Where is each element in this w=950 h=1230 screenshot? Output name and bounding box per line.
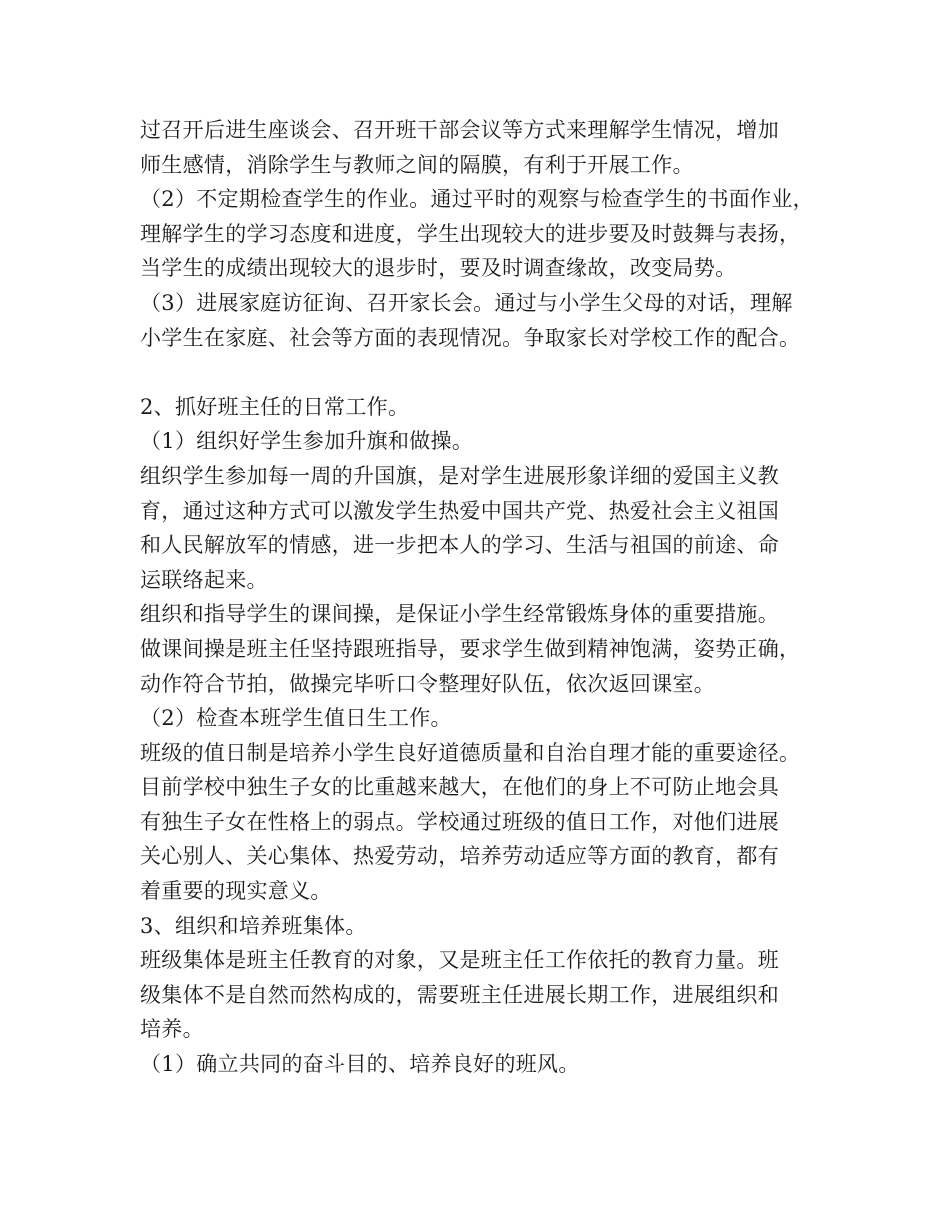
text-line: 理解学生的学习态度和进度，学生出现较大的进步要及时鼓舞与表扬， [140, 221, 801, 246]
text-line: 组织和指导学生的课间操，是保证小学生经常锻炼身体的重要措施。 [140, 602, 779, 627]
section-heading: 2、抓好班主任的日常工作。 [140, 394, 410, 419]
text-line: 有独生子女在性格上的弱点。学校通过班级的值日工作，对他们进展 [140, 809, 779, 834]
text-line: 培养。 [140, 1017, 204, 1042]
section-heading: 3、组织和培养班集体。 [140, 913, 367, 938]
text-line: 目前学校中独生子女的比重越来越大，在他们的身上不可防止地会具 [140, 775, 779, 800]
text-line: 和人民解放军的情感，进一步把本人的学习、生活与祖国的前途、命 [140, 533, 779, 558]
text-line: 当学生的成绩出现较大的退步时，要及时调查缘故，改变局势。 [140, 256, 737, 281]
document-body [140, 113, 840, 1082]
text-line: 过召开后进生座谈会、召开班干部会议等方式来理解学生情况，增加 [140, 118, 779, 142]
text-line: 关心别人、关心集体、热爱劳动，培养劳动适应等方面的教育，都有 [140, 844, 779, 869]
subsection-heading: （1）组织好学生参加升旗和做操。 [140, 429, 474, 454]
text-line: 班级集体是班主任教育的对象，又是班主任工作依托的教育力量。班 [140, 948, 779, 973]
text-line: 小学生在家庭、社会等方面的表现情况。争取家长对学校工作的配合。 [140, 325, 801, 350]
text-line: 做课间操是班主任坚持跟班指导，要求学生做到精神饱满，姿势正确， [140, 636, 801, 661]
subsection-heading: （1）确立共同的奋斗目的、培养良好的班风。 [140, 1052, 580, 1077]
text-line: 班级的值日制是培养小学生良好道德质量和自治自理才能的重要途径。 [140, 740, 801, 765]
paragraph-gap [140, 355, 840, 390]
text-line: （3）进展家庭访征询、召开家长会。通过与小学生父母的对话，理解 [140, 290, 793, 315]
text-line: 运联络起来。 [140, 567, 268, 592]
text-line: 师生感情，消除学生与教师之间的隔膜，有利于开展工作。 [140, 152, 694, 177]
subsection-heading: （2）检查本班学生值日生工作。 [140, 706, 452, 731]
text-line: （2）不定期检查学生的作业。通过平时的观察与检查学生的书面作业， [140, 187, 814, 212]
text-line: 级集体不是自然而然构成的，需要班主任进展长期工作，进展组织和 [140, 982, 779, 1007]
text-line: 动作符合节拍，做操完毕听口令整理好队伍，依次返回课室。 [140, 671, 716, 696]
text-line: 育，通过这种方式可以激发学生热爱中国共产党、热爱社会主义祖国 [140, 498, 779, 523]
text-line: 着重要的现实意义。 [140, 879, 332, 904]
text-line: 组织学生参加每一周的升国旗，是对学生进展形象详细的爱国主义教 [140, 463, 779, 488]
